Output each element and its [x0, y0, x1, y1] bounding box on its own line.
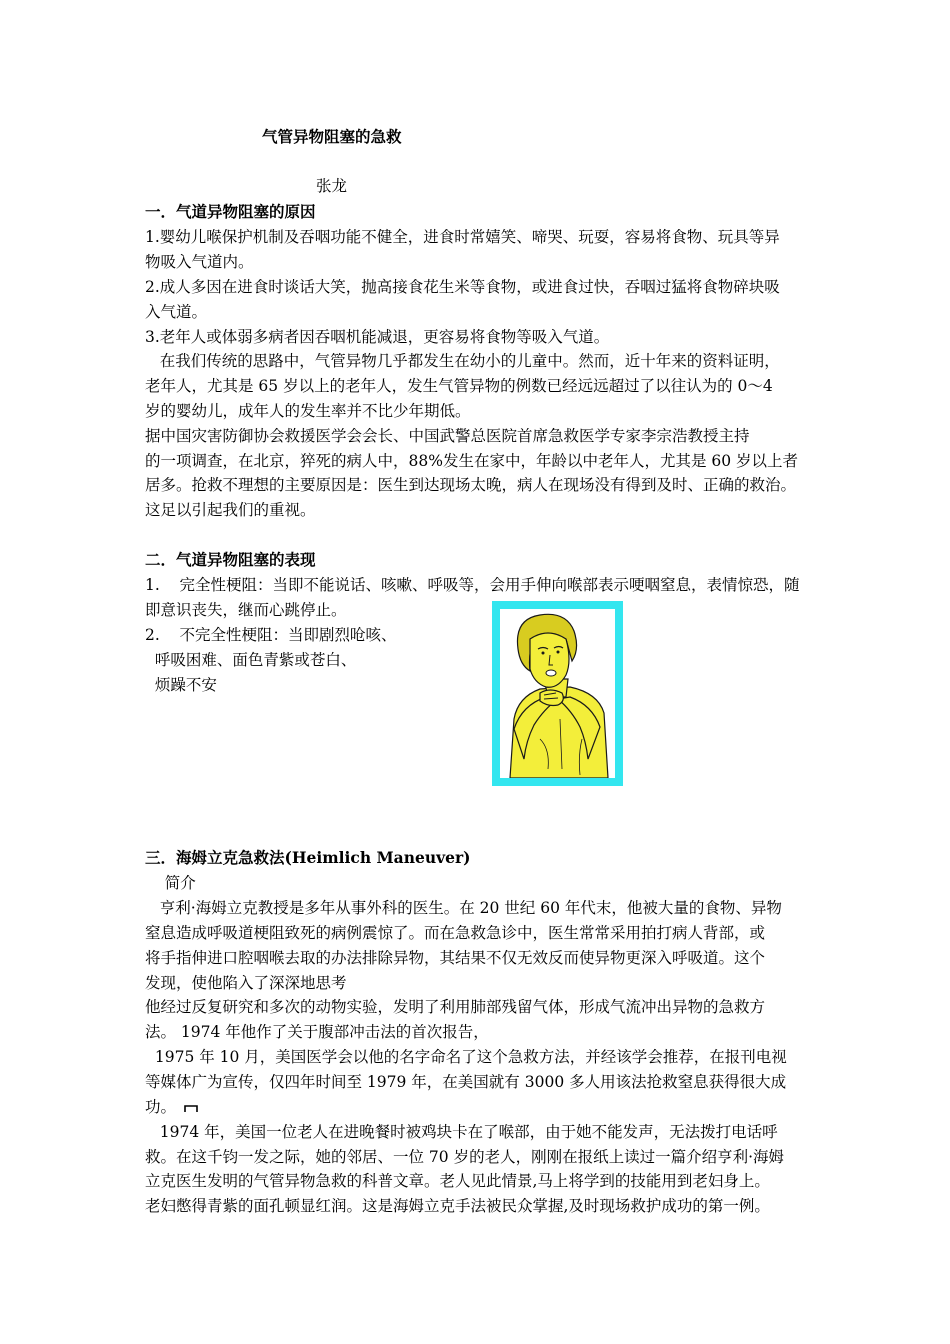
- section3-line: 窒息造成呼吸道梗阻致死的病例震惊了。而在急救急诊中，医生常常采用拍打病人背部，或: [145, 924, 766, 942]
- section1-line: 的一项调查，在北京，猝死的病人中，88%发生在家中，年龄以中老年人，尤其是 60 岁以上者: [145, 452, 799, 470]
- section3-line: 1974 年，美国一位老人在进晚餐时被鸡块卡在了喉部，由于她不能发声，无法拨打电话呼: [145, 1123, 778, 1141]
- section3-heading: 三．海姆立克急救法(Heimlich Maneuver): [145, 848, 471, 867]
- section1-line: 在我们传统的思路中，气管异物几乎都发生在幼小的儿童中。然而，近十年来的资料证明，: [145, 352, 780, 370]
- section1-line: 岁的婴幼儿，成年人的发生率并不比少年期低。: [145, 402, 471, 420]
- section2-line: 2. 不完全性梗阻：当即剧烈呛咳、: [145, 626, 397, 644]
- section3-line: 功。: [145, 1098, 177, 1116]
- section1-line: 1.婴幼儿喉保护机制及吞咽功能不健全，进食时常嬉笑、啼哭、玩耍，容易将食物、玩具等异: [145, 228, 780, 246]
- section1-line: 2.成人多因在进食时谈话大笑，抛高接食花生米等食物，或进食过快，吞咽过猛将食物碎块吸: [145, 278, 780, 296]
- section1-line: 3.老年人或体弱多病者因吞咽机能减退，更容易将食物等吸入气道。: [145, 328, 610, 346]
- section3-line: 亨利·海姆立克教授是多年从事外科的医生。在 20 世纪 60 年代末，他被大量的食物、异物: [145, 899, 782, 917]
- section3-line: 等媒体广为宣传，仅四年时间至 1979 年，在美国就有 3000 多人用该法抢救窒息获得很大成: [145, 1073, 787, 1091]
- choking-person-illustration: [492, 601, 623, 786]
- section3-line: 救。在这千钧一发之际，她的邻居、一位 70 岁的老人，刚刚在报纸上读过一篇介绍亨利·海姆: [145, 1148, 785, 1166]
- section3-line: 老妇憋得青紫的面孔顿显红润。这是海姆立克手法被民众掌握,及时现场救护成功的第一例。: [145, 1197, 770, 1215]
- section3-line: 他经过反复研究和多次的动物实验，发明了利用肺部残留气体，形成气流冲出异物的急救方: [145, 998, 766, 1016]
- section1-line: 老年人，尤其是 65 岁以上的老年人，发生气管异物的例数已经远远超过了以往认为的 0～4: [145, 377, 773, 395]
- section2-line: 呼吸困难、面色青紫或苍白、: [145, 651, 357, 669]
- section1-heading: 一．气道异物阻塞的原因: [145, 202, 316, 221]
- author-name: 张龙: [316, 177, 348, 195]
- section3-line: 立克医生发明的气管异物急救的科普文章。老人见此情景,马上将学到的技能用到老妇身上。: [145, 1172, 770, 1190]
- section3-line: 简介: [145, 874, 196, 892]
- bracket-mark-icon: [184, 1104, 198, 1112]
- section2-line: 1. 完全性梗阻：当即不能说话、咳嗽、呼吸等，会用手伸向喉部表示哽咽窒息，表情惊恐，随: [145, 576, 800, 594]
- section3-line: 发现，使他陷入了深深地思考: [145, 974, 347, 992]
- section3-line: 法。 1974 年他作了关于腹部冲击法的首次报告，: [145, 1023, 489, 1041]
- section2-heading: 二．气道异物阻塞的表现: [145, 550, 316, 569]
- section1-line: 据中国灾害防御协会救援医学会会长、中国武警总医院首席急救医学专家李宗浩教授主持: [145, 427, 750, 445]
- section2-line: 即意识丧失，继而心跳停止。: [145, 601, 347, 619]
- document-title: 气管异物阻塞的急救: [262, 127, 402, 146]
- section1-line: 这足以引起我们的重视。: [145, 501, 316, 519]
- section3-line: 将手指伸进口腔咽喉去取的办法排除异物，其结果不仅无效反而使异物更深入呼吸道。这个: [145, 949, 766, 967]
- section3-line: 1975 年 10 月，美国医学会以他的名字命名了这个急救方法，并经该学会推荐，在报刊电视: [145, 1048, 787, 1066]
- choking-person-icon: [500, 609, 615, 778]
- section1-line: 物吸入气道内。: [145, 253, 254, 271]
- section1-line: 入气道。: [145, 303, 208, 321]
- section2-line: 烦躁不安: [145, 676, 217, 694]
- section1-line: 居多。抢救不理想的主要原因是：医生到达现场太晚，病人在现场没有得到及时、正确的救治。: [145, 476, 797, 494]
